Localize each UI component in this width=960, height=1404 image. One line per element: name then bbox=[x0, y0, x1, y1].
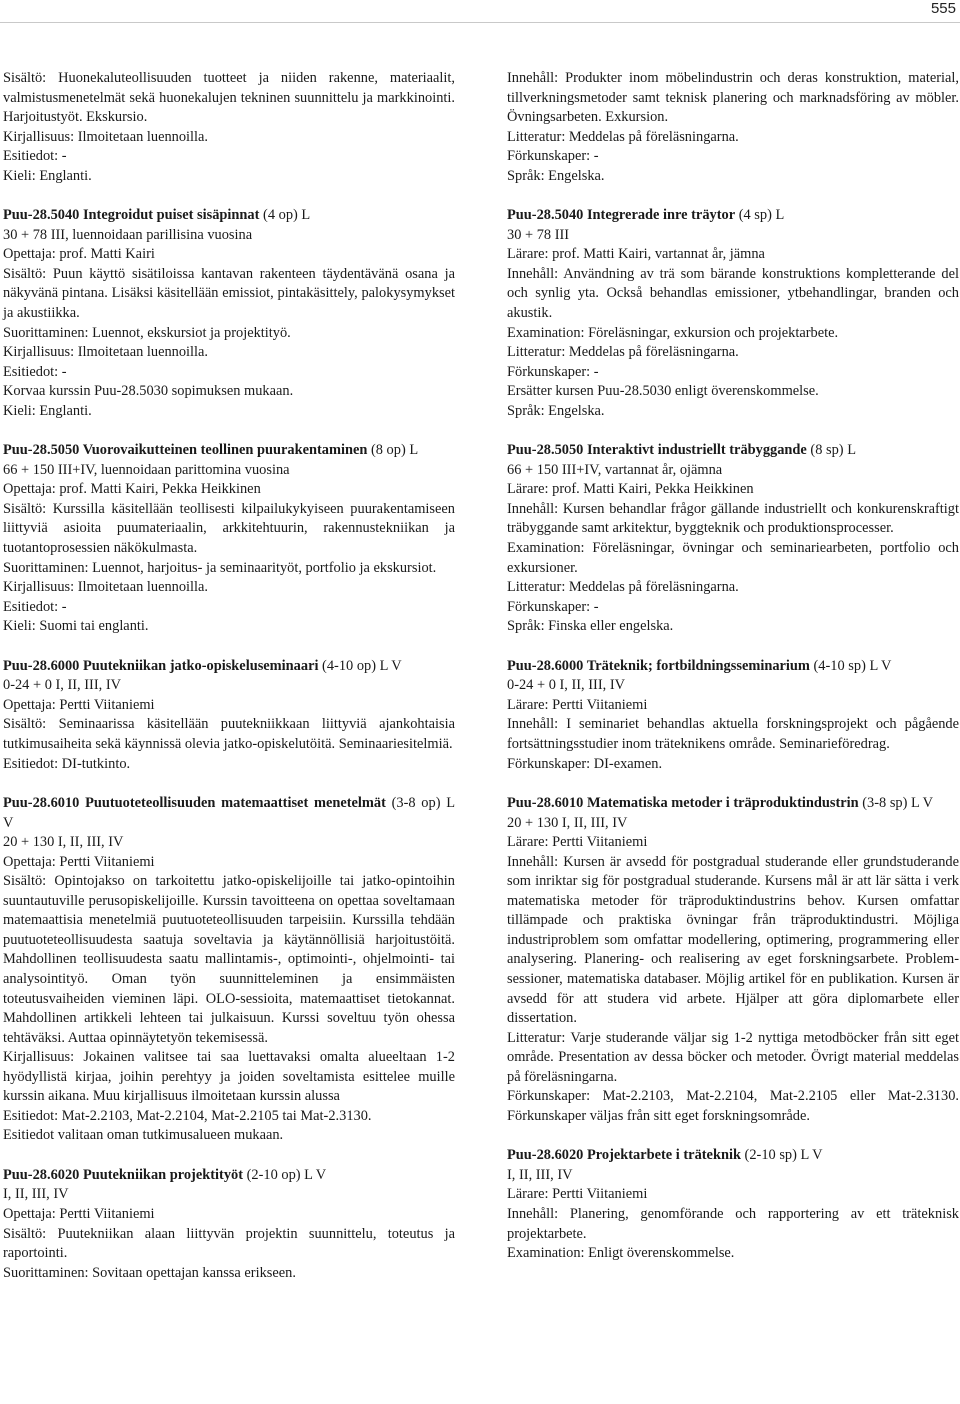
course-line: Opettaja: Pertti Viitaniemi bbox=[3, 1205, 155, 1222]
intro-line: Kirjallisuus: Ilmoitetaan luennoilla. bbox=[3, 128, 209, 145]
course-line: I, II, III, IV bbox=[507, 1166, 573, 1183]
course-title: Puu-28.6010 Matematiska metoder i träproduktindustrin (3-8 sp) L V bbox=[507, 795, 933, 812]
course-title: Puu-28.6000 Puutekniikan jatko-opiskeluseminaari (4-10 op) L V bbox=[3, 657, 402, 674]
intro-line: Innehåll: Produkter inom möbelindustrin och deras konstruktion, material, tillverkningsmetoder samt teknisk planering och marknadsföring av möbler. Övningsarbeten. Exkursion. bbox=[507, 70, 959, 126]
course-line: Litteratur: Varje studerande väljar sig 1-2 nyttiga metodböcker från sitt eget område. Presentation av dessa böcker och metoder. Övrigt material meddelas på föreläsningarna. bbox=[507, 1029, 959, 1085]
course-puu-28-6010-fi bbox=[3, 794, 455, 1146]
course-line: Examination: Föreläsningar, exkursion och projektarbete. bbox=[507, 324, 839, 341]
course-line: Språk: Engelska. bbox=[507, 402, 605, 419]
course-line: Examination: Enligt överenskommelse. bbox=[507, 1245, 735, 1262]
course-line: 20 + 130 I, II, III, IV bbox=[3, 834, 124, 851]
course-puu-28-5040-fi bbox=[3, 206, 455, 421]
course-line: Suorittaminen: Luennot, harjoitus- ja seminaarityöt, portfolio ja ekskursiot. bbox=[3, 559, 437, 576]
course-line: Förkunskaper: - bbox=[507, 363, 599, 380]
course-line: Kirjallisuus: Ilmoitetaan luennoilla. bbox=[3, 344, 209, 361]
course-line: Suorittaminen: Sovitaan opettajan kanssa erikseen. bbox=[3, 1264, 296, 1281]
course-line: Opettaja: Pertti Viitaniemi bbox=[3, 853, 155, 870]
intro-line: Kieli: Englanti. bbox=[3, 167, 92, 184]
course-line: 20 + 130 I, II, III, IV bbox=[507, 814, 628, 831]
course-line: Lärare: Pertti Viitaniemi bbox=[507, 1186, 648, 1203]
course-line: Lärare: prof. Matti Kairi, Pekka Heikkinen bbox=[507, 481, 754, 498]
course-line: Innehåll: Kursen är avsedd för postgradual studerande eller grundstuderande som inriktar sig för postgradual studerande. Kursens mål är att lär sätta i verk matematiska metoder för träproduktindustrins behov. Kursen omfattar tillämpade och praktiska övningar från träproduktindustri. Möjliga industriproblem som omfattar modellering, optimering, programmering eller analysering. Planering- och realisering av eget forskningsarbete. Problem-sessioner, matematiska databaser. Möjlig artikel för en publikation. Kursen är avsedd för att studera vid arbete. Hjälper att göra diplomarbete eller dissertation. bbox=[507, 853, 959, 1027]
course-line: Sisältö: Seminaarissa käsitellään puutekniikkaan liittyviä ajankohtaisia tutkimusaiheita sekä käynnissä olevia jatko-opiskelutöitä. Seminaariesitelmiä. bbox=[3, 716, 455, 752]
course-line: Ersätter kursen Puu-28.5030 enligt överenskommelse. bbox=[507, 383, 819, 400]
course-line: Esitiedot: - bbox=[3, 363, 67, 380]
column-finnish bbox=[3, 69, 455, 1283]
course-line: 66 + 150 III+IV, vartannat år, ojämna bbox=[507, 461, 723, 478]
course-line: I, II, III, IV bbox=[3, 1186, 69, 1203]
course-line: Opettaja: prof. Matti Kairi, Pekka Heikkinen bbox=[3, 481, 261, 498]
course-puu-28-5040-sv bbox=[507, 206, 959, 421]
course-line: Lärare: prof. Matti Kairi, vartannat år, jämna bbox=[507, 246, 765, 263]
header-rule bbox=[0, 22, 960, 23]
course-line: Opettaja: Pertti Viitaniemi bbox=[3, 696, 155, 713]
course-line: Esitiedot valitaan oman tutkimusalueen mukaan. bbox=[3, 1127, 284, 1144]
course-line: Lärare: Pertti Viitaniemi bbox=[507, 696, 648, 713]
course-puu-28-6000-sv bbox=[507, 657, 959, 774]
course-line: Sisältö: Kurssilla käsitellään teollisesti kilpailukykyiseen puurakentamiseen liittyviä asioita puumateriaalin, arkkitehtuurin, rakennustekniikan ja tuotantoprosessien näkökulmasta. bbox=[3, 500, 455, 557]
course-line: Sisältö: Puutekniikan alaan liittyvän projektin suunnittelu, toteutus ja raportointi. bbox=[3, 1225, 455, 1262]
course-title: Puu-28.5040 Integrerade inre träytor (4 sp) L bbox=[507, 207, 785, 224]
course-title: Puu-28.5040 Integroidut puiset sisäpinnat (4 op) L bbox=[3, 207, 311, 224]
course-puu-28-5050-sv bbox=[507, 441, 959, 636]
course-line: Esitiedot: Mat-2.2103, Mat-2.2104, Mat-2.2105 tai Mat-2.3130. bbox=[3, 1107, 372, 1124]
course-title: Puu-28.6020 Puutekniikan projektityöt (2-10 op) L V bbox=[3, 1166, 327, 1183]
course-line: Kirjallisuus: Jokainen valitsee tai saa luettavaksi omalta alueeltaan 1-2 hyödyllistä kirjaa, joihin perehtyy ja joiden soveltamista esittelee muille kurssin aikana. Muu kirjallisuus ilmoitetaan kurssin alussa bbox=[3, 1049, 455, 1105]
page-number: 555 bbox=[930, 0, 956, 17]
course-puu-28-6000-fi bbox=[3, 657, 455, 774]
course-line: Innehåll: Planering, genomförande och rapportering av ett träteknisk projektarbete. bbox=[507, 1205, 959, 1242]
course-line: Förkunskaper: - bbox=[507, 598, 599, 615]
course-title: Puu-28.6000 Träteknik; fortbildningsseminarium (4-10 sp) L V bbox=[507, 657, 892, 674]
course-line: 0-24 + 0 I, II, III, IV bbox=[3, 677, 122, 694]
course-line: 30 + 78 III bbox=[507, 226, 570, 243]
course-title: Puu-28.5050 Interaktivt industriellt träbyggande (8 sp) L bbox=[507, 442, 856, 459]
intro-line: Litteratur: Meddelas på föreläsningarna. bbox=[507, 128, 739, 145]
course-line: Förkunskaper: Mat-2.2103, Mat-2.2104, Mat-2.2105 eller Mat-2.3130. Förkunskaper väljas från sitt eget forskningsområde. bbox=[507, 1088, 959, 1124]
intro-block bbox=[507, 69, 959, 186]
intro-line: Förkunskaper: - bbox=[507, 148, 599, 165]
course-line: Innehåll: Användning av trä som bärande konstruktions kompletterande del och synlig yta. Också behandlas emissioner, ytbehandlingar, branden och akustik. bbox=[507, 265, 959, 322]
course-line: Opettaja: prof. Matti Kairi bbox=[3, 246, 155, 263]
course-line: 0-24 + 0 I, II, III, IV bbox=[507, 677, 626, 694]
course-line: Kirjallisuus: Ilmoitetaan luennoilla. bbox=[3, 579, 209, 596]
course-puu-28-6020-sv bbox=[507, 1146, 959, 1263]
course-line: Innehåll: I seminariet behandlas aktuella forskningsprojekt och pågående fortsättningsstudier inom träteknikens område. Seminarieföredrag. bbox=[507, 716, 959, 752]
course-line: Esitiedot: - bbox=[3, 598, 67, 615]
course-line: Litteratur: Meddelas på föreläsningarna. bbox=[507, 344, 739, 361]
course-line: Sisältö: Opintojakso on tarkoitettu jatko-opiskelijoille tai jatko-opintoihin suuntautuville perusopiskelijoille. Kurssin tavoitteena on opettaa soveltamaan matemaattisia menetelmiä puutuoteteollisuuden tarpeisiin. Kurssilla tehdään puutuoteteollisuudesta saatuja soveltavia ja käytännöllisiä harjoitustöitä. Mahdollinen teollisuudesta saatu mallintamis-, optimointi-, ohjelmointi- tai analysointityö. Oman työn suunnitteleminen ja ensimmäisten toteutusvaiheiden vieminen läpi. OLO-sessioita, matemaattiset tietokannat. Mahdollinen artikkeli lehteen tai julkaisuun. Kurssi soveltuu työn ohessa tehtäväksi. Auttaa opinnäytetyön tekemisessä. bbox=[3, 873, 455, 1046]
course-puu-28-5050-fi bbox=[3, 441, 455, 636]
course-line: Suorittaminen: Luennot, ekskursiot ja projektityö. bbox=[3, 324, 291, 341]
course-line: Sisältö: Puun käyttö sisätiloissa kantavan rakenteen täydentävänä osana ja näkyvänä pintana. Lisäksi käsitellään emissiot, pintakäsittely, palokysymykset ja akustiikka. bbox=[3, 265, 455, 322]
intro-line: Språk: Engelska. bbox=[507, 167, 605, 184]
course-line: Litteratur: Meddelas på föreläsningarna. bbox=[507, 579, 739, 596]
course-title: Puu-28.6010 Puutuoteteollisuuden matemaattiset menetelmät (3-8 op) L V bbox=[3, 795, 455, 831]
course-line: 66 + 150 III+IV, luennoidaan parittomina vuosina bbox=[3, 461, 290, 478]
course-line: Esitiedot: DI-tutkinto. bbox=[3, 755, 131, 772]
course-title: Puu-28.6020 Projektarbete i träteknik (2-10 sp) L V bbox=[507, 1147, 823, 1164]
course-line: Korvaa kurssin Puu-28.5030 sopimuksen mukaan. bbox=[3, 383, 294, 400]
course-line: Kieli: Englanti. bbox=[3, 402, 92, 419]
course-line: Lärare: Pertti Viitaniemi bbox=[507, 834, 648, 851]
course-line: Kieli: Suomi tai englanti. bbox=[3, 618, 149, 635]
course-title: Puu-28.5050 Vuorovaikutteinen teollinen puurakentaminen (8 op) L bbox=[3, 442, 419, 459]
course-puu-28-6010-sv bbox=[507, 794, 959, 1126]
column-swedish bbox=[507, 69, 959, 1264]
intro-line: Sisältö: Huonekaluteollisuuden tuotteet ja niiden rakenne, materiaalit, valmistusmenetelmät sekä huonekalujen tekninen suunnittelu ja markkinointi. Harjoitustyöt. Ekskursio. bbox=[3, 70, 455, 126]
intro-line: Esitiedot: - bbox=[3, 148, 67, 165]
course-line: 30 + 78 III, luennoidaan parillisina vuosina bbox=[3, 226, 253, 243]
course-line: Språk: Finska eller engelska. bbox=[507, 618, 674, 635]
course-line: Förkunskaper: DI-examen. bbox=[507, 755, 663, 772]
course-line: Examination: Föreläsningar, övningar och seminariearbeten, portfolio och exkursioner. bbox=[507, 540, 959, 576]
course-line: Innehåll: Kursen behandlar frågor gällande industriellt och konkurenskraftigt träbyggande samt arkitektur, byggteknik och produktionsprocesser. bbox=[507, 500, 959, 537]
course-puu-28-6020-fi bbox=[3, 1166, 455, 1283]
intro-block bbox=[3, 69, 455, 186]
